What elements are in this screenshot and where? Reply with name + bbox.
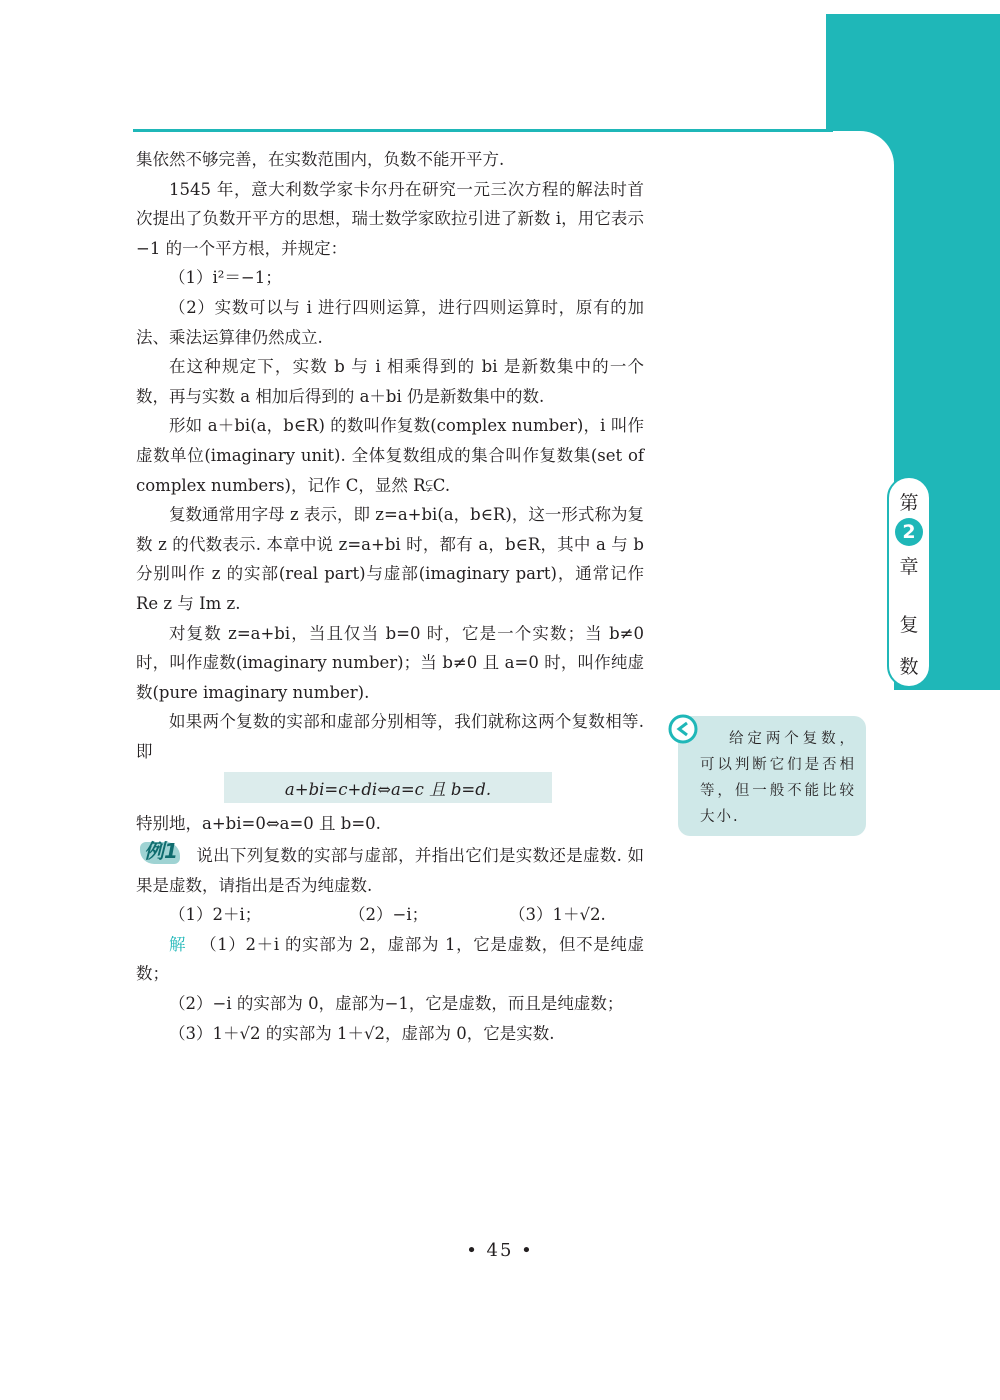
example-badge [136,839,184,865]
page-notch [700,131,894,731]
example-badge-label: 例1 [144,839,178,864]
equality-formula: a+bi=c+di⇔a=c 且 b=d. [284,779,492,799]
example-item-2: （2）−i； [349,905,429,925]
solution-3: （3）1＋√2 的实部为 1＋√2，虚部为 0，它是实数. [169,1023,555,1043]
chapter-title-1: 复 [899,614,919,636]
example-item-1: （1）2＋i； [169,905,262,925]
paragraph-7-equality: 如果两个复数的实部和虚部分别相等，我们就称这两个复数相等. 即 [136,712,644,761]
example-item-3: （3）1＋√2. [509,905,606,925]
side-note-text: 给定两个复数，可以判断它们是否相等，但一般不能比较大小. [700,731,856,825]
paragraph-5-algebraic-form: 复数通常用字母 z 表示，即 z=a+bi(a，b∈R)，这一形式称为复数 z 的代数表示. 本章中说 z=a+bi 时，都有 a，b∈R，其中 a 与 b 分别叫作 z 的实部(real part)与虚部(imaginary part)，通常记作 Re z 与 Im z. [136,505,644,613]
side-note [678,716,866,836]
rule-1: （1）i²＝−1； [169,268,282,288]
paragraph-3: 在这种规定下，实数 b 与 i 相乘得到的 bi 是新数集中的一个数，再与实数 a 相加后得到的 a＋bi 仍是新数集中的数. [136,357,644,406]
chapter-number: 2 [895,518,923,546]
solution-1 [136,930,644,989]
chapter-tab[interactable] [887,476,931,688]
paragraph-2: 1545 年，意大利数学家卡尔丹在研究一元三次方程的解法时首次提出了负数开平方的思想，瑞士数学家欧拉引进了新数 i，用它表示−1 的一个平方根，并规定： [136,179,644,258]
header-rule [133,129,833,132]
paragraph-1: 集依然不够完善，在实数范围内，负数不能开平方. [136,150,505,169]
example-1-question [136,839,644,900]
note-arrow-icon [668,714,698,744]
main-text [136,145,644,1048]
example-items [136,900,644,930]
solution-label: 解 [169,934,187,954]
rule-2: （2）实数可以与 i 进行四则运算，进行四则运算时，原有的加法、乘法运算律仍然成立. [136,297,644,347]
paragraph-4-definition: 形如 a＋bi(a，b∈R) 的数叫作复数(complex number)，i 叫作虚数单位(imaginary unit). 全体复数组成的集合叫作复数集(set of complex numbers)，记作 C，显然 R⫋C. [136,416,644,495]
paragraph-8: 特别地，a+bi=0⇔a=0 且 b=0. [136,814,381,834]
chapter-label-mid: 章 [899,556,919,578]
example-question-text: 说出下列复数的实部与虚部，并指出它们是实数还是虚数. 如果是虚数，请指出是否为纯虚数. [136,846,644,895]
solution-1-text: （1）2＋i 的实部为 2，虚部为 1，它是虚数，但不是纯虚数； [136,934,644,984]
paragraph-6-imaginary: 对复数 z=a+bi，当且仅当 b=0 时，它是一个实数；当 b≠0时，叫作虚数(imaginary number)；当 b≠0 且 a=0 时，叫作纯虚数(pure imaginary number). [136,623,644,702]
chapter-label-top: 第 [899,492,919,514]
equality-formula-box [224,772,552,803]
solution-2: （2）−i 的实部为 0，虚部为−1，它是虚数，而且是纯虚数； [169,994,624,1014]
chapter-title-2: 数 [899,656,919,678]
page-number: • 45 • [466,1240,534,1261]
